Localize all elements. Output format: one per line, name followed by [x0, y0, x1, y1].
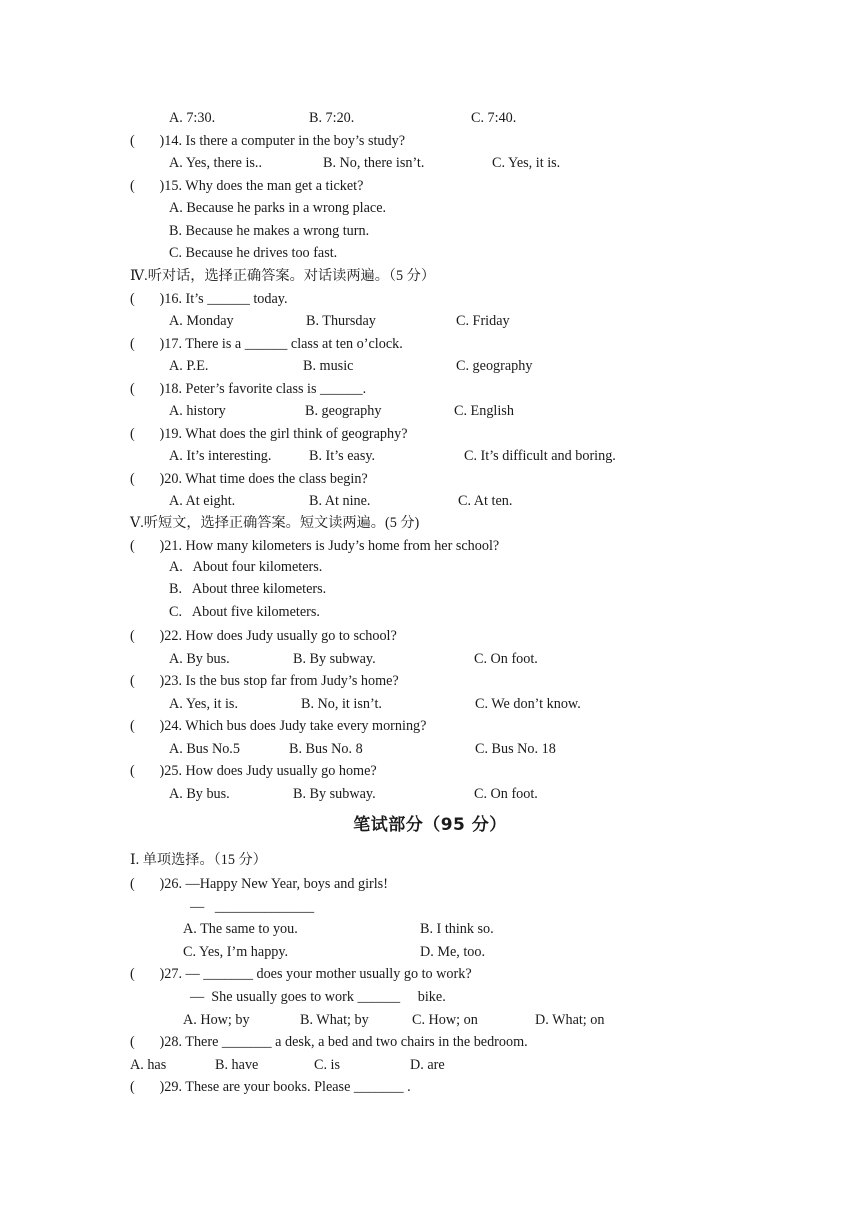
q25-option-b: B. By subway. — [293, 786, 376, 802]
q25-option-a: A. By bus. — [169, 786, 230, 802]
section-4-title: Ⅳ.听对话，选择正确答案。对话读两遍。（5 分） — [130, 268, 436, 284]
q15-option-a: A. Because he parks in a wrong place. — [169, 200, 387, 216]
q26-option-b: B. I think so. — [420, 921, 494, 937]
q24-option-b: B. Bus No. 8 — [289, 741, 363, 757]
q15-option-c: C. Because he drives too fast. — [169, 245, 338, 261]
question-14: ( )14. Is there a computer in the boy’s study? — [130, 133, 406, 149]
q15-option-b: B. Because he makes a wrong turn. — [169, 223, 370, 239]
q28-option-c: C. is — [314, 1057, 341, 1073]
question-20: ( )20. What time does the class begin? — [130, 471, 368, 487]
question-17: ( )17. There is a ______ class at ten o’clock. — [130, 336, 403, 352]
q24-option-c: C. Bus No. 18 — [475, 741, 556, 757]
question-29: ( )29. These are your books. Please _______ . — [130, 1079, 411, 1095]
q21-option-c: C. About five kilometers. — [169, 604, 320, 620]
written-part-heading: 笔试部分（95 分） — [353, 815, 507, 835]
question-16: ( )16. It’s ______ today. — [130, 291, 288, 307]
q26-reply-blank: — ______________ — [190, 899, 315, 915]
question-23: ( )23. Is the bus stop far from Judy’s home? — [130, 673, 399, 689]
section-1-title: Ⅰ. 单项选择。（15 分） — [130, 852, 267, 868]
q25-option-c: C. On foot. — [474, 786, 538, 802]
q27-option-c: C. How; on — [412, 1012, 478, 1028]
q18-option-a: A. history — [169, 403, 226, 419]
q19-option-c: C. It’s difficult and boring. — [464, 448, 616, 464]
q22-option-a: A. By bus. — [169, 651, 230, 667]
q28-option-a: A. has — [130, 1057, 167, 1073]
q23-option-c: C. We don’t know. — [475, 696, 581, 712]
q26-option-d: D. Me, too. — [420, 944, 486, 960]
section-5-title: Ⅴ.听短文，选择正确答案。短文读两遍。(5 分) — [130, 515, 420, 531]
q18-option-c: C. English — [454, 403, 514, 419]
q16-option-a: A. Monday — [169, 313, 234, 329]
question-28: ( )28. There _______ a desk, a bed and two chairs in the bedroom. — [130, 1034, 528, 1050]
q27-reply: — She usually goes to work ______ bike. — [190, 989, 446, 1005]
q21-option-a: A. About four kilometers. — [169, 559, 323, 575]
q16-option-b: B. Thursday — [306, 313, 376, 329]
q19-option-b: B. It’s easy. — [309, 448, 376, 464]
q28-option-b: B. have — [215, 1057, 259, 1073]
q28-option-d: D. are — [410, 1057, 445, 1073]
q14-option-c: C. Yes, it is. — [492, 155, 561, 171]
q18-option-b: B. geography — [305, 403, 382, 419]
question-18: ( )18. Peter’s favorite class is ______. — [130, 381, 367, 397]
q13-option-b: B. 7:20. — [309, 110, 355, 126]
question-22: ( )22. How does Judy usually go to school? — [130, 628, 397, 644]
q19-option-a: A. It’s interesting. — [169, 448, 272, 464]
q23-option-b: B. No, it isn’t. — [301, 696, 382, 712]
question-27: ( )27. — _______ does your mother usually go to work? — [130, 966, 472, 982]
q23-option-a: A. Yes, it is. — [169, 696, 238, 712]
question-25: ( )25. How does Judy usually go home? — [130, 763, 377, 779]
question-26: ( )26. —Happy New Year, boys and girls! — [130, 876, 388, 892]
q22-option-c: C. On foot. — [474, 651, 538, 667]
q22-option-b: B. By subway. — [293, 651, 376, 667]
q20-option-b: B. At nine. — [309, 493, 371, 509]
question-19: ( )19. What does the girl think of geography? — [130, 426, 408, 442]
q14-option-a: A. Yes, there is.. — [169, 155, 263, 171]
question-15: ( )15. Why does the man get a ticket? — [130, 178, 364, 194]
question-21: ( )21. How many kilometers is Judy’s home from her school? — [130, 538, 500, 554]
q24-option-a: A. Bus No.5 — [169, 741, 240, 757]
q16-option-c: C. Friday — [456, 313, 510, 329]
q17-option-c: C. geography — [456, 358, 533, 374]
q14-option-b: B. No, there isn’t. — [323, 155, 425, 171]
q26-option-c: C. Yes, I’m happy. — [183, 944, 289, 960]
q13-option-a: A. 7:30. — [169, 110, 216, 126]
q27-option-b: B. What; by — [300, 1012, 369, 1028]
q20-option-c: C. At ten. — [458, 493, 513, 509]
q27-option-d: D. What; on — [535, 1012, 605, 1028]
question-24: ( )24. Which bus does Judy take every morning? — [130, 718, 427, 734]
q17-option-b: B. music — [303, 358, 354, 374]
q26-option-a: A. The same to you. — [183, 921, 298, 937]
q13-option-c: C. 7:40. — [471, 110, 517, 126]
q20-option-a: A. At eight. — [169, 493, 236, 509]
q21-option-b: B. About three kilometers. — [169, 581, 327, 597]
q17-option-a: A. P.E. — [169, 358, 209, 374]
q27-option-a: A. How; by — [183, 1012, 250, 1028]
